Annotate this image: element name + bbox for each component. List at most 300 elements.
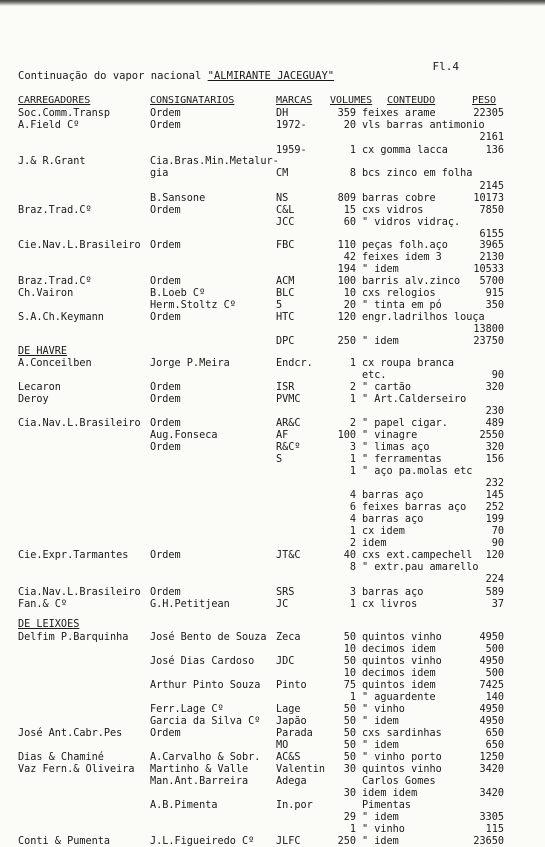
volumes-cell: 20 bbox=[343, 300, 356, 311]
contents-cell: quintos vinho bbox=[362, 632, 442, 643]
marks-cell: 1959- bbox=[276, 145, 307, 156]
weight-cell: 232 bbox=[485, 478, 504, 489]
consignee-cell: gia bbox=[150, 168, 169, 179]
volumes-cell: 10 bbox=[343, 644, 356, 655]
contents-cell: " aço pa.molas etc bbox=[362, 466, 473, 477]
volumes-cell: 50 bbox=[343, 752, 356, 763]
volumes-cell: 50 bbox=[343, 716, 356, 727]
column-header-contents: CONTEUDO bbox=[387, 95, 436, 106]
marks-cell: PVMC bbox=[276, 394, 301, 405]
weight-cell: 650 bbox=[485, 728, 504, 739]
consignee-cell: Ordem bbox=[150, 312, 181, 323]
marks-cell: Lage bbox=[276, 704, 301, 715]
table-row bbox=[0, 632, 545, 643]
shipper-cell: Delfim P.Barquinha bbox=[18, 632, 129, 643]
table-row bbox=[0, 120, 545, 131]
consignee-cell: Cia.Bras.Min.Metalur- bbox=[150, 156, 279, 167]
contents-cell: " idem bbox=[362, 716, 399, 727]
marks-cell: AF bbox=[276, 430, 289, 441]
table-row bbox=[0, 752, 545, 763]
contents-cell: decimos idem bbox=[362, 668, 436, 679]
document-heading bbox=[18, 70, 334, 82]
volumes-cell: 1 bbox=[349, 394, 356, 405]
table-row bbox=[0, 156, 545, 167]
volumes-cell: 29 bbox=[343, 812, 356, 823]
table-row bbox=[0, 644, 545, 655]
table-row bbox=[0, 764, 545, 775]
marks-cell: Valentin bbox=[276, 764, 326, 775]
table-row bbox=[0, 490, 545, 501]
contents-cell: barris alv.zinco bbox=[362, 276, 461, 287]
marks-cell: Zeca bbox=[276, 632, 301, 643]
consignee-cell: Ordem bbox=[150, 382, 181, 393]
table-row bbox=[0, 704, 545, 715]
volumes-cell: 50 bbox=[343, 728, 356, 739]
marks-cell: Pinto bbox=[276, 680, 307, 691]
contents-cell: feixes idem 3 bbox=[362, 252, 442, 263]
marks-cell: Parada bbox=[276, 728, 313, 739]
volumes-cell: 30 bbox=[343, 788, 356, 799]
contents-cell: cxs sardinhas bbox=[362, 728, 442, 739]
volumes-cell: 1 bbox=[349, 526, 356, 537]
shipper-cell: Cie.Expr.Tarmantes bbox=[18, 550, 129, 561]
weight-cell: 500 bbox=[485, 668, 504, 679]
volumes-cell: 2 bbox=[349, 538, 356, 549]
volumes-cell: 250 bbox=[337, 836, 356, 847]
weight-cell: 230 bbox=[485, 406, 504, 417]
contents-cell: " vinagre bbox=[362, 430, 418, 441]
table-row bbox=[0, 358, 545, 369]
shipper-cell: José Ant.Cabr.Pes bbox=[18, 728, 123, 739]
marks-cell: JLFC bbox=[276, 836, 301, 847]
contents-cell: barras aço bbox=[362, 587, 424, 598]
shipper-cell: J.& R.Grant bbox=[18, 156, 86, 167]
volumes-cell: 1 bbox=[349, 454, 356, 465]
contents-cell: barras cobre bbox=[362, 193, 436, 204]
shipper-cell: Braz.Trad.Cº bbox=[18, 205, 92, 216]
weight-cell: 320 bbox=[485, 442, 504, 453]
table-row bbox=[0, 587, 545, 598]
contents-cell: " idem bbox=[362, 264, 399, 275]
weight-cell: 489 bbox=[485, 418, 504, 429]
weight-cell: 7425 bbox=[479, 680, 504, 691]
marks-cell: SRS bbox=[276, 587, 295, 598]
weight-cell: 199 bbox=[485, 514, 504, 525]
contents-cell: cxs relogios bbox=[362, 288, 436, 299]
shipper-cell: Conti & Pumenta bbox=[18, 836, 111, 847]
contents-cell: Pimentas bbox=[362, 800, 412, 811]
weight-cell: 22305 bbox=[473, 108, 504, 119]
contents-cell: " cartão bbox=[362, 382, 412, 393]
marks-cell: 5 bbox=[276, 300, 283, 311]
table-row bbox=[0, 824, 545, 835]
table-row bbox=[0, 336, 545, 347]
contents-cell: Carlos Gomes bbox=[362, 776, 436, 787]
consignee-cell: Ordem bbox=[150, 394, 181, 405]
table-row bbox=[0, 716, 545, 727]
weight-cell: 4950 bbox=[479, 656, 504, 667]
contents-cell: " vinho porto bbox=[362, 752, 442, 763]
shipper-cell: Cia.Nav.L.Brasileiro bbox=[18, 418, 141, 429]
contents-cell: " vidros vidraç. bbox=[362, 217, 461, 228]
volumes-cell: 100 bbox=[337, 276, 356, 287]
weight-cell: 650 bbox=[485, 740, 504, 751]
consignee-cell: Ordem bbox=[150, 240, 181, 251]
column-header-marks: MARCAS bbox=[276, 95, 313, 106]
marks-cell: AR&C bbox=[276, 418, 301, 429]
ship-name: "ALMIRANTE JACEGUAY" bbox=[207, 70, 335, 82]
weight-cell: 2161 bbox=[479, 132, 504, 143]
weight-cell: 320 bbox=[485, 382, 504, 393]
table-row bbox=[0, 229, 545, 240]
marks-cell: FBC bbox=[276, 240, 295, 251]
shipper-cell: S.A.Ch.Keymann bbox=[18, 312, 104, 323]
marks-cell: In.por bbox=[276, 800, 313, 811]
consignee-cell: Ordem bbox=[150, 550, 181, 561]
section-label: DE LEIXOES bbox=[18, 619, 80, 630]
marks-cell: NS bbox=[276, 193, 289, 204]
table-row bbox=[0, 526, 545, 537]
weight-cell: 6155 bbox=[479, 229, 504, 240]
volumes-cell: 4 bbox=[349, 490, 356, 501]
table-row bbox=[0, 599, 545, 610]
contents-cell: decimos idem bbox=[362, 644, 436, 655]
contents-cell: cx livros bbox=[362, 599, 418, 610]
volumes-cell: 50 bbox=[343, 632, 356, 643]
marks-cell: AC&S bbox=[276, 752, 301, 763]
shipper-cell: A.Field Cº bbox=[18, 120, 80, 131]
volumes-cell: 3 bbox=[349, 587, 356, 598]
volumes-cell: 50 bbox=[343, 656, 356, 667]
consignee-cell: Aug.Fonseca bbox=[150, 430, 218, 441]
volumes-cell: 3 bbox=[349, 442, 356, 453]
volumes-cell: 1 bbox=[349, 692, 356, 703]
volumes-cell: 10 bbox=[343, 288, 356, 299]
consignee-cell: Herm.Stoltz Cº bbox=[150, 300, 236, 311]
volumes-cell: 809 bbox=[337, 193, 356, 204]
column-header-consignees: CONSIGNATARIOS bbox=[150, 95, 235, 106]
shipper-cell: Braz.Trad.Cº bbox=[18, 276, 92, 287]
table-row bbox=[0, 502, 545, 513]
consignee-cell: Ordem bbox=[150, 587, 181, 598]
table-row bbox=[0, 550, 545, 561]
weight-cell: 10173 bbox=[473, 193, 504, 204]
volumes-cell: 250 bbox=[337, 336, 356, 347]
contents-cell: quintos vinho bbox=[362, 656, 442, 667]
weight-cell: 23650 bbox=[473, 836, 504, 847]
weight-cell: 115 bbox=[485, 824, 504, 835]
scan-edge bbox=[0, 0, 545, 6]
contents-cell: cxs ext.campechell bbox=[362, 550, 473, 561]
shipper-cell: Lecaron bbox=[18, 382, 61, 393]
table-row bbox=[0, 300, 545, 311]
volumes-cell: 1 bbox=[349, 145, 356, 156]
marks-cell: JCC bbox=[276, 217, 295, 228]
weight-cell: 90 bbox=[491, 538, 504, 549]
consignee-cell: Ordem bbox=[150, 442, 181, 453]
contents-cell: cxs vidros bbox=[362, 205, 424, 216]
shipper-cell: Fan.& Cº bbox=[18, 599, 68, 610]
contents-cell: " ferramentas bbox=[362, 454, 442, 465]
table-row bbox=[0, 370, 545, 381]
weight-cell: 3965 bbox=[479, 240, 504, 251]
contents-cell: " papel cigar. bbox=[362, 418, 448, 429]
table-row bbox=[0, 680, 545, 691]
table-row bbox=[0, 276, 545, 287]
contents-cell: quintos vinho bbox=[362, 764, 442, 775]
consignee-cell: Ordem bbox=[150, 276, 181, 287]
table-row bbox=[0, 312, 545, 323]
table-row bbox=[0, 800, 545, 811]
shipper-cell: Soc.Comm.Transp bbox=[18, 108, 111, 119]
weight-cell: 120 bbox=[485, 550, 504, 561]
volumes-cell: 75 bbox=[343, 680, 356, 691]
volumes-cell: 15 bbox=[343, 205, 356, 216]
table-row bbox=[0, 692, 545, 703]
consignee-cell: Ordem bbox=[150, 418, 181, 429]
contents-cell: quintos idem bbox=[362, 680, 436, 691]
consignee-cell: Ordem bbox=[150, 108, 181, 119]
contents-cell: " tinta em pó bbox=[362, 300, 442, 311]
weight-cell: 589 bbox=[485, 587, 504, 598]
table-row bbox=[0, 181, 545, 192]
shipper-cell: Ch.Vairon bbox=[18, 288, 74, 299]
weight-cell: 3305 bbox=[479, 812, 504, 823]
weight-cell: 4950 bbox=[479, 704, 504, 715]
contents-cell: " idem bbox=[362, 336, 399, 347]
marks-cell: DH bbox=[276, 108, 289, 119]
section-label: DE HAVRE bbox=[18, 346, 68, 357]
volumes-cell: 40 bbox=[343, 550, 356, 561]
consignee-cell: A.B.Pimenta bbox=[150, 800, 218, 811]
contents-cell: " vinho bbox=[362, 824, 405, 835]
contents-cell: barras aço bbox=[362, 514, 424, 525]
consignee-cell: Jorge P.Meira bbox=[150, 358, 230, 369]
contents-cell: vls barras antimonio bbox=[362, 120, 485, 131]
volumes-cell: 1 bbox=[349, 824, 356, 835]
weight-cell: 252 bbox=[485, 502, 504, 513]
volumes-cell: 50 bbox=[343, 740, 356, 751]
marks-cell: 1972- bbox=[276, 120, 307, 131]
table-row bbox=[0, 193, 545, 204]
table-row bbox=[0, 382, 545, 393]
table-row bbox=[0, 240, 545, 251]
marks-cell: DPC bbox=[276, 336, 295, 347]
consignee-cell: Ordem bbox=[150, 728, 181, 739]
volumes-cell: 100 bbox=[337, 430, 356, 441]
weight-cell: 7850 bbox=[479, 205, 504, 216]
table-row bbox=[0, 394, 545, 405]
contents-cell: feixes barras aço bbox=[362, 502, 467, 513]
table-row bbox=[0, 145, 545, 156]
contents-cell: " idem bbox=[362, 740, 399, 751]
contents-cell: " idem bbox=[362, 836, 399, 847]
weight-cell: 3420 bbox=[479, 764, 504, 775]
weight-cell: 70 bbox=[491, 526, 504, 537]
table-row bbox=[0, 264, 545, 275]
weight-cell: 140 bbox=[485, 692, 504, 703]
table-row bbox=[0, 288, 545, 299]
contents-cell: " Art.Calderseiro bbox=[362, 394, 467, 405]
volumes-cell: 194 bbox=[337, 264, 356, 275]
volumes-cell: 20 bbox=[343, 120, 356, 131]
weight-cell: 136 bbox=[485, 145, 504, 156]
table-row bbox=[0, 776, 545, 787]
weight-cell: 915 bbox=[485, 288, 504, 299]
contents-cell: cx roupa branca bbox=[362, 358, 455, 369]
table-row bbox=[0, 252, 545, 263]
weight-cell: 1250 bbox=[479, 752, 504, 763]
volumes-cell: 359 bbox=[337, 108, 356, 119]
table-row bbox=[0, 574, 545, 585]
volumes-cell: 42 bbox=[343, 252, 356, 263]
volumes-cell: 120 bbox=[337, 312, 356, 323]
consignee-cell: Ordem bbox=[150, 205, 181, 216]
weight-cell: 2145 bbox=[479, 181, 504, 192]
consignee-cell: José Bento de Souza bbox=[150, 632, 267, 643]
shipper-cell: Deroy bbox=[18, 394, 49, 405]
table-row bbox=[0, 812, 545, 823]
weight-cell: 37 bbox=[491, 599, 504, 610]
table-row bbox=[0, 668, 545, 679]
contents-cell: bcs zinco em folha bbox=[362, 168, 473, 179]
consignee-cell: Martinho & Valle bbox=[150, 764, 249, 775]
consignee-cell: A.Carvalho & Sobr. bbox=[150, 752, 261, 763]
volumes-cell: 8 bbox=[349, 562, 356, 573]
consignee-cell: Ferr.Lage Cº bbox=[150, 704, 224, 715]
marks-cell: C&L bbox=[276, 205, 295, 216]
contents-cell: " extr.pau amarello bbox=[362, 562, 479, 573]
volumes-cell: 2 bbox=[349, 382, 356, 393]
table-row bbox=[0, 418, 545, 429]
contents-cell: idem idem bbox=[362, 788, 418, 799]
weight-cell: 500 bbox=[485, 644, 504, 655]
contents-cell: " limas aço bbox=[362, 442, 430, 453]
contents-cell: etc. bbox=[362, 370, 387, 381]
table-row bbox=[0, 406, 545, 417]
contents-cell: cx idem bbox=[362, 526, 405, 537]
contents-cell: " vinho bbox=[362, 704, 405, 715]
volumes-cell: 4 bbox=[349, 514, 356, 525]
weight-cell: 2130 bbox=[479, 252, 504, 263]
table-row bbox=[0, 466, 545, 477]
consignee-cell: Ordem bbox=[150, 120, 181, 131]
weight-cell: 5700 bbox=[479, 276, 504, 287]
weight-cell: 350 bbox=[485, 300, 504, 311]
weight-cell: 156 bbox=[485, 454, 504, 465]
column-header-shippers: CARREGADORES bbox=[18, 95, 91, 106]
consignee-cell: Garcia da Silva Cº bbox=[150, 716, 261, 727]
weight-cell: 13800 bbox=[473, 324, 504, 335]
consignee-cell: B.Sansone bbox=[150, 193, 206, 204]
consignee-cell: G.H.Petitjean bbox=[150, 599, 230, 610]
marks-cell: S bbox=[276, 454, 283, 465]
table-row bbox=[0, 514, 545, 525]
marks-cell: JT&C bbox=[276, 550, 301, 561]
marks-cell: ISR bbox=[276, 382, 295, 393]
volumes-cell: 30 bbox=[343, 764, 356, 775]
marks-cell: Endcr. bbox=[276, 358, 313, 369]
marks-cell: CM bbox=[276, 168, 289, 179]
weight-cell: 10533 bbox=[473, 264, 504, 275]
shipper-cell: Vaz Fern.& Oliveira bbox=[18, 764, 135, 775]
volumes-cell: 10 bbox=[343, 668, 356, 679]
marks-cell: JDC bbox=[276, 656, 295, 667]
volumes-cell: 6 bbox=[349, 502, 356, 513]
contents-cell: barras aço bbox=[362, 490, 424, 501]
marks-cell: Japão bbox=[276, 716, 307, 727]
table-row bbox=[0, 538, 545, 549]
contents-cell: idem bbox=[362, 538, 387, 549]
table-row bbox=[0, 656, 545, 667]
column-header-weight: PESO bbox=[472, 95, 497, 106]
table-row bbox=[0, 728, 545, 739]
consignee-cell: J.L.Figueiredo Cº bbox=[150, 836, 255, 847]
volumes-cell: 60 bbox=[343, 217, 356, 228]
table-row bbox=[0, 430, 545, 441]
contents-cell: " idem bbox=[362, 812, 399, 823]
weight-cell: 4950 bbox=[479, 716, 504, 727]
volumes-cell: 2 bbox=[349, 418, 356, 429]
marks-cell: JC bbox=[276, 599, 289, 610]
volumes-cell: 1 bbox=[349, 466, 356, 477]
marks-cell: BLC bbox=[276, 288, 295, 299]
table-row bbox=[0, 217, 545, 228]
consignee-cell: Arthur Pinto Souza bbox=[150, 680, 261, 691]
table-row bbox=[0, 442, 545, 453]
table-row bbox=[0, 788, 545, 799]
contents-cell: feixes arame bbox=[362, 108, 436, 119]
marks-cell: R&Cº bbox=[276, 442, 301, 453]
volumes-cell: 1 bbox=[349, 358, 356, 369]
marks-cell: HTC bbox=[276, 312, 295, 323]
table-row bbox=[0, 740, 545, 751]
weight-cell: 3420 bbox=[479, 788, 504, 799]
consignee-cell: B.Loeb Cº bbox=[150, 288, 206, 299]
column-header-volumes: VOLUMES bbox=[330, 95, 373, 106]
volumes-cell: 110 bbox=[337, 240, 356, 251]
volumes-cell: 1 bbox=[349, 599, 356, 610]
weight-cell: 2550 bbox=[479, 430, 504, 441]
consignee-cell: José Dias Cardoso bbox=[150, 656, 255, 667]
weight-cell: 4950 bbox=[479, 632, 504, 643]
table-row bbox=[0, 454, 545, 465]
weight-cell: 23750 bbox=[473, 336, 504, 347]
volumes-cell: 50 bbox=[343, 704, 356, 715]
weight-cell: 224 bbox=[485, 574, 504, 585]
marks-cell: MO bbox=[276, 740, 289, 751]
shipper-cell: Dias & Chaminé bbox=[18, 752, 104, 763]
table-row bbox=[0, 132, 545, 143]
table-row bbox=[0, 478, 545, 489]
contents-cell: engr.ladrilhos louça bbox=[362, 312, 485, 323]
shipper-cell: A.Conceilben bbox=[18, 358, 92, 369]
marks-cell: Adega bbox=[276, 776, 307, 787]
weight-cell: 90 bbox=[491, 370, 504, 381]
table-row bbox=[0, 108, 545, 119]
consignee-cell: Man.Ant.Barreira bbox=[150, 776, 249, 787]
weight-cell: 145 bbox=[485, 490, 504, 501]
table-row bbox=[0, 324, 545, 335]
table-row bbox=[0, 168, 545, 179]
folio-number: Fl.4 bbox=[432, 60, 459, 73]
volumes-cell: 8 bbox=[349, 168, 356, 179]
heading-prefix: Continuação do vapor nacional bbox=[18, 70, 208, 82]
shipper-cell: Cie.Nav.L.Brasileiro bbox=[18, 240, 141, 251]
marks-cell: ACM bbox=[276, 276, 295, 287]
contents-cell: peças folh.aço bbox=[362, 240, 448, 251]
contents-cell: " aguardente bbox=[362, 692, 436, 703]
